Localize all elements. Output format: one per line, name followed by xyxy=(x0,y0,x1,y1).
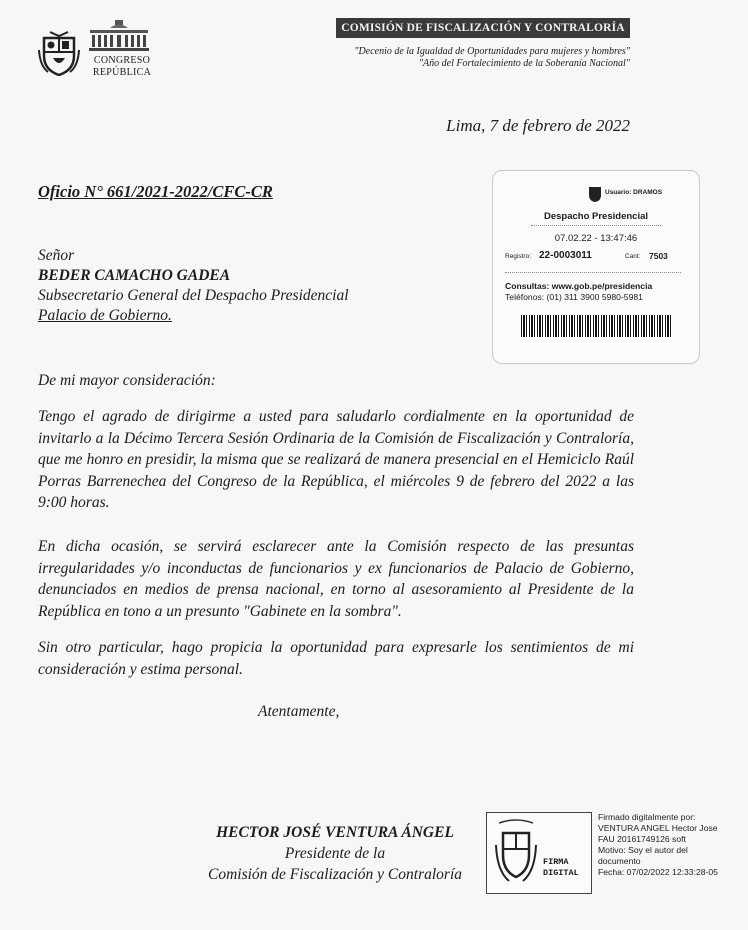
stamp-consultas: Consultas: www.gob.pe/presidencia xyxy=(505,281,653,291)
firma-label-1: FIRMA xyxy=(543,857,569,867)
official-year-names xyxy=(300,46,630,70)
stamp-registro-label: Registro: xyxy=(505,253,532,260)
institution-wordmark xyxy=(92,55,152,79)
paragraph-purpose: En dicha ocasión, se servirá esclarecer ante la Comisión respecto de las presuntas irregularidades y/o inconductas de funcionarios y ex funcionarios de Palacio de Gobierno, denunciados en medios de prensa nacional, en torno al asesoramiento al Presidente de la República en tono a un presunto "Gabinete en la sombra". xyxy=(38,538,634,620)
paragraph-closing: Sin otro particular, hago propicia la oportunidad para expresarle los sentimientos de mi consideración y estima personal. xyxy=(38,639,634,678)
digital-signature-badge xyxy=(486,812,592,894)
sig-line: Firmado digitalmente por: xyxy=(598,812,696,822)
signature-coat-of-arms-icon xyxy=(493,819,539,885)
sig-line: VENTURA ANGEL Hector Jose xyxy=(598,823,718,833)
addressee-name: BEDER CAMACHO GADEA xyxy=(38,267,231,284)
stamp-barcode xyxy=(521,315,671,337)
stamp-datetime: 07.02.22 - 13:47:46 xyxy=(554,233,638,244)
stamp-crest-icon xyxy=(587,185,603,203)
stamp-registro: 22-0003011 xyxy=(539,250,592,261)
stamp-telefonos: Teléfonos: (01) 311 3900 5980-5981 xyxy=(505,292,643,302)
addressee-block xyxy=(38,246,349,326)
stamp-office: Despacho Presidencial xyxy=(543,211,649,222)
sig-line: Motivo: Soy el autor del xyxy=(598,845,688,855)
firma-label-2: DIGITAL xyxy=(543,868,579,878)
stamp-user: Usuario: DRAMOS xyxy=(605,189,663,196)
oficio-number: Oficio N° 661/2021-2022/CFC-CR xyxy=(38,182,273,201)
greeting: De mi mayor consideración: xyxy=(38,372,216,389)
salutation: Señor xyxy=(38,247,75,264)
decade-line: "Decenio de la Igualdad de Oportunidades para mujeres y hombres" xyxy=(354,46,630,57)
signer-role-2: Comisión de Fiscalización y Contraloría xyxy=(207,866,463,883)
sig-line: Fecha: 07/02/2022 12:33:28-05 xyxy=(598,867,718,877)
stamp-cant-label: Cant: xyxy=(625,253,641,260)
institution-line-2: REPÚBLICA xyxy=(92,67,152,78)
congress-building-icon xyxy=(88,18,150,54)
signer-block xyxy=(190,822,480,885)
reception-stamp xyxy=(492,170,700,364)
digital-signature-details xyxy=(598,812,748,878)
addressee-title: Subsecretario General del Despacho Presidencial xyxy=(38,287,349,304)
commission-banner: COMISIÓN DE FISCALIZACIÓN Y CONTRALORÍA xyxy=(336,18,630,38)
year-line: "Año del Fortalecimiento de la Soberanía Nacional" xyxy=(418,58,630,69)
sig-line: FAU 20161749126 soft xyxy=(598,834,686,844)
signer-role-1: Presidente de la xyxy=(284,845,386,862)
closing-phrase: Atentamente, xyxy=(258,703,340,720)
letter-date: Lima, 7 de febrero de 2022 xyxy=(446,116,630,135)
institution-line-1: CONGRESO xyxy=(93,55,151,66)
signer-name: HECTOR JOSÉ VENTURA ÁNGEL xyxy=(216,824,454,841)
addressee-place: Palacio de Gobierno. xyxy=(38,307,172,324)
stamp-fine-print-2 xyxy=(505,272,681,276)
firma-digital-label xyxy=(543,857,579,879)
paragraph-invitation: Tengo el agrado de dirigirme a usted para saludarlo cordialmente en la oportunidad de invitarlo a la Décimo Tercera Sesión Ordinaria de la Comisión de Fiscalización y Contraloría, que me honro en presidir, la misma que se realizará de manera presencial en el Hemiciclo Raúl Porras Barrenechea del Congreso de la República, el miércoles 9 de febrero del 2022 a las 9:00 horas. xyxy=(38,408,634,511)
stamp-cant: 7503 xyxy=(649,251,668,261)
peru-coat-of-arms-icon xyxy=(38,30,80,76)
stamp-fine-print xyxy=(531,225,661,229)
sig-line: documento xyxy=(598,856,641,866)
